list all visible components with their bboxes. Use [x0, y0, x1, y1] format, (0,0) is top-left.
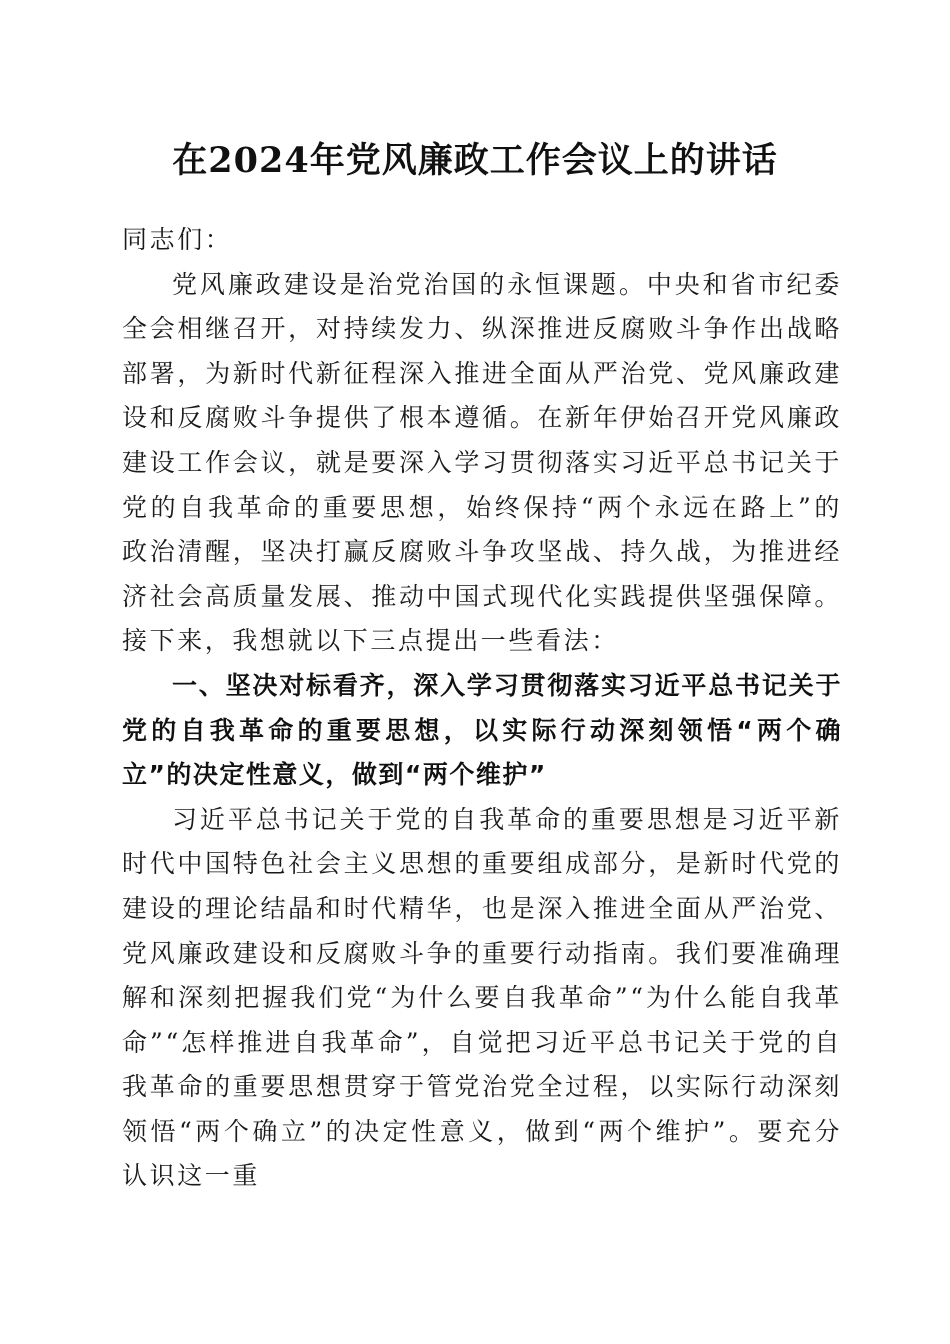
salutation: 同志们： [122, 225, 233, 254]
document-title: 在2024年党风廉政工作会议上的讲话 [172, 140, 778, 181]
paragraph-intro: 党风廉政建设是治党治国的永恒课题。中央和省市纪委全会相继召开，对持续发力、纵深推进反腐败斗争作出战略部署，为新时代新征程深入推进全面从严治党、党风廉政建设和反腐败斗争提供了根本遵循。在新年伊始召开党风廉政建设工作会议，就是要深入学习贯彻落实习近平总书记关于党的自我革命的重要思想，始终保持“两个永远在路上”的政治清醒，坚决打赢反腐败斗争攻坚战、持久战，为推进经济社会高质量发展、推动中国式现代化实践提供坚强保障。接下来，我想就以下三点提出一些看法： [122, 269, 842, 656]
section-heading-1: 一、坚决对标看齐，深入学习贯彻落实习近平总书记关于党的自我革命的重要思想，以实际行动深刻领悟“两个确立”的决定性意义，做到“两个维护” [122, 670, 842, 790]
paragraph-section-1: 习近平总书记关于党的自我革命的重要思想是习近平新时代中国特色社会主义思想的重要组成部分，是新时代党的建设的理论结晶和时代精华，也是深入推进全面从严治党、党风廉政建设和反腐败斗争的重要行动指南。我们要准确理解和深刻把握我们党“为什么要自我革命”“为什么能自我革命”“怎样推进自我革命”，自觉把习近平总书记关于党的自我革命的重要思想贯穿于管党治党全过程，以实际行动深刻领悟“两个确立”的决定性意义，做到“两个维护”。要充分认识这一重 [122, 804, 842, 1191]
document-body [122, 218, 842, 1199]
